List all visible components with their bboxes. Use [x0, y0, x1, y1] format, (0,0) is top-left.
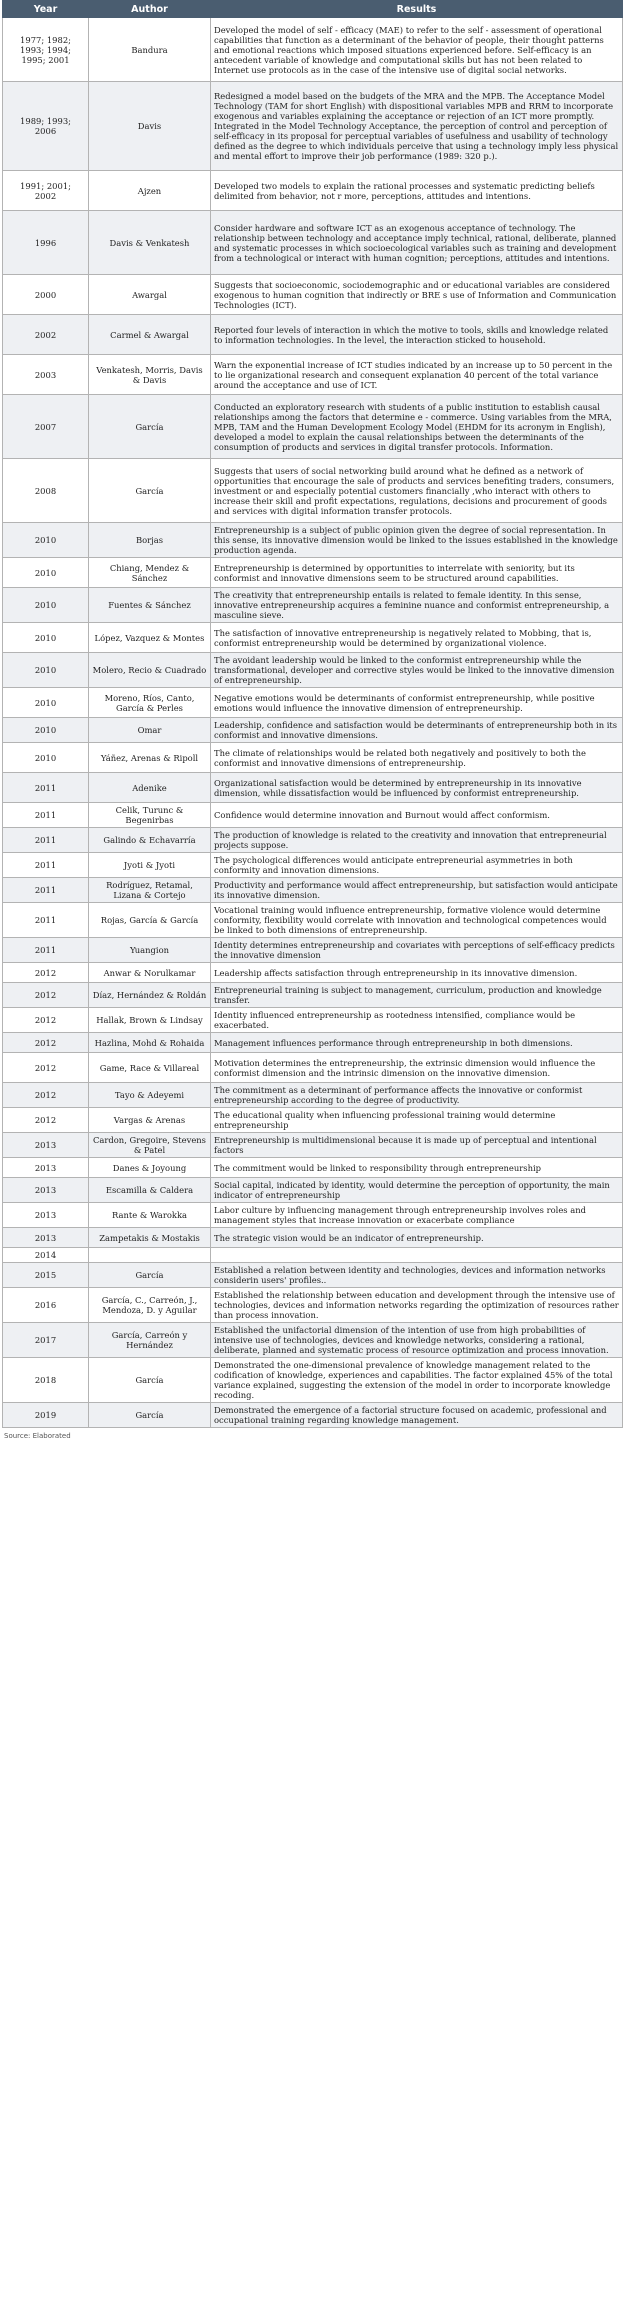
cell-author: Yáñez, Arenas & Ripoll	[89, 743, 211, 773]
cell-year: 2012	[3, 1008, 89, 1033]
table-row	[3, 1248, 623, 1263]
cell-year: 1991; 2001; 2002	[3, 171, 89, 211]
cell-result: Developed the model of self - efficacy (MAE) to refer to the self - assessment of operational capabilities that function as a determinant of the behavior of people, their thought patterns and emotional reactions which imposed situations experienced before. Self-efficacy is an antecedent variable of knowledge and computational skills but has not been related to Internet use protocols as in the case of the intensive use of digital social networks.	[211, 18, 623, 82]
cell-result: Reported four levels of interaction in which the motive to tools, skills and knowledge related to information technologies. In the level, the interaction sticked to household.	[211, 315, 623, 355]
cell-year: 2011	[3, 878, 89, 903]
cell-result: Productivity and performance would affect entrepreneurship, but satisfaction would anticipate its innovative dimension.	[211, 878, 623, 903]
cell-year: 2013	[3, 1178, 89, 1203]
cell-year: 2012	[3, 963, 89, 983]
table-row	[3, 1358, 623, 1403]
cell-year: 2015	[3, 1263, 89, 1288]
table-row	[3, 963, 623, 983]
table-row	[3, 773, 623, 803]
cell-year: 2012	[3, 1033, 89, 1053]
cell-result: The climate of relationships would be related both negatively and positively to both the conformist and innovative dimensions of entrepreneurship.	[211, 743, 623, 773]
cell-author: Hazlina, Mohd & Rohaida	[89, 1033, 211, 1053]
cell-author: Cardon, Gregoire, Stevens & Patel	[89, 1133, 211, 1158]
cell-result: Redesigned a model based on the budgets of the MRA and the MPB. The Acceptance Model Technology (TAM for short English) with dispositional variables MPB and RRM to incorporate exogenous and variables explaining the acceptance or rejection of an ICT more promptly. Integrated in the Model Technology Acceptance, the perception of control and perception of self-efficacy in its proposal for perceptual variables of usefulness and usability of technology defined as the degree to which individuals perceive that using a technology imply less physical and mental effort to improve their job performance (1989: 320 p.).	[211, 82, 623, 171]
table-row	[3, 171, 623, 211]
literature-table-container	[2, 0, 622, 1440]
cell-result: Entrepreneurship is multidimensional because it is made up of perceptual and intentional factors	[211, 1133, 623, 1158]
cell-year: 2013	[3, 1203, 89, 1228]
table-row	[3, 1323, 623, 1358]
table-row	[3, 1203, 623, 1228]
cell-author: Vargas & Arenas	[89, 1108, 211, 1133]
cell-author	[89, 1248, 211, 1263]
table-row	[3, 1158, 623, 1178]
cell-result: Motivation determines the entrepreneurship, the extrinsic dimension would influence the conformist dimension and the intrinsic dimension on the innovative dimension.	[211, 1053, 623, 1083]
table-row	[3, 828, 623, 853]
table-row	[3, 1288, 623, 1323]
cell-year: 2010	[3, 718, 89, 743]
cell-result: Established a relation between identity and technologies, devices and information networks considerin users' profiles..	[211, 1263, 623, 1288]
table-row	[3, 903, 623, 938]
cell-result: The creativity that entrepreneurship entails is related to female identity. In this sense, innovative entrepreneurship acquires a feminine nuance and conformist entrepreneurship, a masculine sieve.	[211, 588, 623, 623]
cell-year: 2012	[3, 1053, 89, 1083]
cell-year: 2008	[3, 459, 89, 523]
cell-author: García	[89, 459, 211, 523]
table-row	[3, 275, 623, 315]
cell-result: The commitment would be linked to responsibility through entrepreneurship	[211, 1158, 623, 1178]
cell-author: Zampetakis & Mostakis	[89, 1228, 211, 1248]
cell-author: Anwar & Norulkamar	[89, 963, 211, 983]
cell-year: 2012	[3, 1108, 89, 1133]
cell-result: Organizational satisfaction would be determined by entrepreneurship in its innovative dimension, while dissatisfaction would be influenced by conformist entrepreneurship.	[211, 773, 623, 803]
literature-table	[2, 0, 623, 1428]
cell-author: García, Carreón y Hernández	[89, 1323, 211, 1358]
cell-result: The psychological differences would anticipate entrepreneurial asymmetries in both conformity and innovation dimensions.	[211, 853, 623, 878]
cell-year: 2017	[3, 1323, 89, 1358]
cell-author: Hallak, Brown & Lindsay	[89, 1008, 211, 1033]
table-row	[3, 718, 623, 743]
table-row	[3, 803, 623, 828]
cell-year: 2013	[3, 1228, 89, 1248]
cell-year: 2011	[3, 803, 89, 828]
table-row	[3, 853, 623, 878]
cell-author: Chiang, Mendez & Sánchez	[89, 558, 211, 588]
cell-year: 2011	[3, 828, 89, 853]
cell-year: 2018	[3, 1358, 89, 1403]
cell-author: Ajzen	[89, 171, 211, 211]
cell-result: Warn the exponential increase of ICT studies indicated by an increase up to 50 percent in the to lie organizational research and consequent explanation 40 percent of the total variance around the acceptance and use of ICT.	[211, 355, 623, 395]
cell-author: Jyoti & Jyoti	[89, 853, 211, 878]
cell-author: Davis & Venkatesh	[89, 211, 211, 275]
cell-year: 2010	[3, 623, 89, 653]
cell-result: Negative emotions would be determinants of conformist entrepreneurship, while positive emotions would influence the innovative dimension of entrepreneurship.	[211, 688, 623, 718]
cell-result: Conducted an exploratory research with students of a public institution to establish causal relationships among the factors that determine e - commerce. Using variables from the MRA, MPB, TAM and the Human Development Ecology Model (EHDM for its acronym in English), developed a model to explain the causal relationships between the determinants of the consumption of products and services in digital transfer protocols. Information.	[211, 395, 623, 459]
cell-author: García	[89, 395, 211, 459]
cell-year: 2013	[3, 1133, 89, 1158]
cell-result: Identity influenced entrepreneurship as rootedness intensified, compliance would be exacerbated.	[211, 1008, 623, 1033]
header-year: Year	[3, 1, 89, 18]
cell-result: Leadership, confidence and satisfaction would be determinants of entrepreneurship both in its conformist and innovative dimensions.	[211, 718, 623, 743]
table-row	[3, 878, 623, 903]
cell-year: 1996	[3, 211, 89, 275]
table-row	[3, 355, 623, 395]
table-row	[3, 558, 623, 588]
cell-year: 2010	[3, 523, 89, 558]
table-row	[3, 211, 623, 275]
cell-author: Molero, Recio & Cuadrado	[89, 653, 211, 688]
cell-author: Rante & Warokka	[89, 1203, 211, 1228]
table-header	[3, 1, 623, 18]
cell-result: Developed two models to explain the rational processes and systematic predicting beliefs delimited from behavior, not r more, perceptions, attitudes and intentions.	[211, 171, 623, 211]
cell-result: Suggests that users of social networking build around what he defined as a network of opportunities that encourage the sale of products and services benefiting traders, consumers, investment or and especially potential customers financially ,who interact with others to increase their skill and profit expectations, regulations, decisions and procurement of goods and services with digital information transfer protocols.	[211, 459, 623, 523]
cell-author: Borjas	[89, 523, 211, 558]
cell-author: Danes & Joyoung	[89, 1158, 211, 1178]
cell-year: 2016	[3, 1288, 89, 1323]
cell-result: The satisfaction of innovative entrepreneurship is negatively related to Mobbing, that is, conformist entrepreneurship would be determined by organizational violence.	[211, 623, 623, 653]
cell-author: López, Vazquez & Montes	[89, 623, 211, 653]
table-row	[3, 1083, 623, 1108]
source-note: Source: Elaborated	[4, 1432, 71, 1440]
table-row	[3, 1133, 623, 1158]
cell-result: Demonstrated the one-dimensional prevalence of knowledge management related to the codification of knowledge, experiences and capabilities. The factor explained 45% of the total variance explained, suggesting the extension of the model in order to incorporate knowledge recoding.	[211, 1358, 623, 1403]
table-row	[3, 1108, 623, 1133]
cell-result: Vocational training would influence entrepreneurship, formative violence would determine conformity, flexibility would correlate with innovation and technological competences would be linked to both dimensions of entrepreneurship.	[211, 903, 623, 938]
cell-result	[211, 1248, 623, 1263]
cell-year: 1977; 1982; 1993; 1994; 1995; 2001	[3, 18, 89, 82]
cell-author: García, C., Carreón, J., Mendoza, D. y Aguilar	[89, 1288, 211, 1323]
cell-result: The production of knowledge is related to the creativity and innovation that entrepreneurial projects suppose.	[211, 828, 623, 853]
cell-author: Venkatesh, Morris, Davis & Davis	[89, 355, 211, 395]
cell-author: Awargal	[89, 275, 211, 315]
cell-year: 2011	[3, 773, 89, 803]
cell-author: Bandura	[89, 18, 211, 82]
cell-result: Entrepreneurship is a subject of public opinion given the degree of social representation. In this sense, its innovative dimension would be linked to the issues established in the knowledge production agenda.	[211, 523, 623, 558]
cell-result: Suggests that socioeconomic, sociodemographic and or educational variables are considered exogenous to human cognition that indirectly or BRE s use of Information and Communication Technologies (ICT).	[211, 275, 623, 315]
cell-result: Labor culture by influencing management through entrepreneurship involves roles and management styles that increase innovation or exacerbate compliance	[211, 1203, 623, 1228]
table-row	[3, 1033, 623, 1053]
cell-year: 2010	[3, 653, 89, 688]
table-row	[3, 1178, 623, 1203]
table-row	[3, 1228, 623, 1248]
cell-result: Consider hardware and software ICT as an exogenous acceptance of technology. The relationship between technology and acceptance imply technical, rational, deliberate, planned and systematic processes in which socioecological variables such as training and development from a technological or interact with human cognition; perceptions, attitudes and intentions.	[211, 211, 623, 275]
cell-year: 2000	[3, 275, 89, 315]
table-row	[3, 688, 623, 718]
cell-author: Celik, Turunc & Begenirbas	[89, 803, 211, 828]
cell-result: The educational quality when influencing professional training would determine entrepreneurship	[211, 1108, 623, 1133]
cell-result: Demonstrated the emergence of a factorial structure focused on academic, professional and occupational training regarding knowledge management.	[211, 1403, 623, 1428]
table-row	[3, 623, 623, 653]
cell-result: The commitment as a determinant of performance affects the innovative or conformist entrepreneurship according to the degree of productivity.	[211, 1083, 623, 1108]
cell-author: García	[89, 1358, 211, 1403]
cell-year: 2011	[3, 938, 89, 963]
cell-result: Entrepreneurial training is subject to management, curriculum, production and knowledge transfer.	[211, 983, 623, 1008]
cell-author: Omar	[89, 718, 211, 743]
cell-author: Rojas, García & García	[89, 903, 211, 938]
table-row	[3, 1053, 623, 1083]
cell-result: Identity determines entrepreneurship and covariates with perceptions of self-efficacy predicts the innovative dimension	[211, 938, 623, 963]
cell-author: Game, Race & Villareal	[89, 1053, 211, 1083]
table-row	[3, 588, 623, 623]
header-author: Author	[89, 1, 211, 18]
table-row	[3, 1008, 623, 1033]
cell-year: 2007	[3, 395, 89, 459]
cell-result: Established the unifactorial dimension of the intention of use from high probabilities of intensive use of technologies, devices and knowledge networks, considering a rational, deliberate, planned and systematic process of resource optimization and process innovation.	[211, 1323, 623, 1358]
cell-year: 2014	[3, 1248, 89, 1263]
table-row	[3, 459, 623, 523]
cell-year: 2019	[3, 1403, 89, 1428]
header-row	[3, 1, 623, 18]
cell-result: Established the relationship between education and development through the intensive use of technologies, devices and information networks regarding the optimization of resources rather than process innovation.	[211, 1288, 623, 1323]
cell-year: 2011	[3, 903, 89, 938]
cell-author: García	[89, 1263, 211, 1288]
table-row	[3, 315, 623, 355]
table-row	[3, 1403, 623, 1428]
table-body	[3, 18, 623, 1428]
cell-year: 2003	[3, 355, 89, 395]
table-row	[3, 82, 623, 171]
cell-author: Davis	[89, 82, 211, 171]
cell-result: Entrepreneurship is determined by opportunities to interrelate with seniority, but its conformist and innovative dimensions seem to be structured around capabilities.	[211, 558, 623, 588]
cell-result: Leadership affects satisfaction through entrepreneurship in its innovative dimension.	[211, 963, 623, 983]
cell-year: 2010	[3, 588, 89, 623]
cell-author: Adenike	[89, 773, 211, 803]
cell-result: Confidence would determine innovation and Burnout would affect conformism.	[211, 803, 623, 828]
cell-author: Moreno, Ríos, Canto, García & Perles	[89, 688, 211, 718]
cell-year: 1989; 1993; 2006	[3, 82, 89, 171]
cell-year: 2012	[3, 1083, 89, 1108]
table-row	[3, 983, 623, 1008]
cell-author: Galindo & Echavarría	[89, 828, 211, 853]
header-results: Results	[211, 1, 623, 18]
cell-author: Escamilla & Caldera	[89, 1178, 211, 1203]
cell-result: The strategic vision would be an indicator of entrepreneurship.	[211, 1228, 623, 1248]
cell-result: Management influences performance through entrepreneurship in both dimensions.	[211, 1033, 623, 1053]
cell-author: Rodríguez, Retamal, Lizana & Cortejo	[89, 878, 211, 903]
cell-author: Fuentes & Sánchez	[89, 588, 211, 623]
cell-year: 2011	[3, 853, 89, 878]
cell-year: 2010	[3, 558, 89, 588]
table-row	[3, 743, 623, 773]
cell-author: Carmel & Awargal	[89, 315, 211, 355]
cell-result: Social capital, indicated by identity, would determine the perception of opportunity, the main indicator of entrepreneurship	[211, 1178, 623, 1203]
cell-year: 2010	[3, 688, 89, 718]
cell-year: 2013	[3, 1158, 89, 1178]
cell-year: 2002	[3, 315, 89, 355]
table-row	[3, 395, 623, 459]
cell-author: García	[89, 1403, 211, 1428]
cell-author: Díaz, Hernández & Roldán	[89, 983, 211, 1008]
table-row	[3, 523, 623, 558]
table-row	[3, 938, 623, 963]
cell-result: The avoidant leadership would be linked to the conformist entrepreneurship while the transformational, developer and corrective styles would be linked to the innovative dimension of entrepreneurship.	[211, 653, 623, 688]
table-row	[3, 1263, 623, 1288]
table-row	[3, 653, 623, 688]
cell-author: Tayo & Adeyemi	[89, 1083, 211, 1108]
table-row	[3, 18, 623, 82]
cell-author: Yuangion	[89, 938, 211, 963]
cell-year: 2012	[3, 983, 89, 1008]
cell-year: 2010	[3, 743, 89, 773]
